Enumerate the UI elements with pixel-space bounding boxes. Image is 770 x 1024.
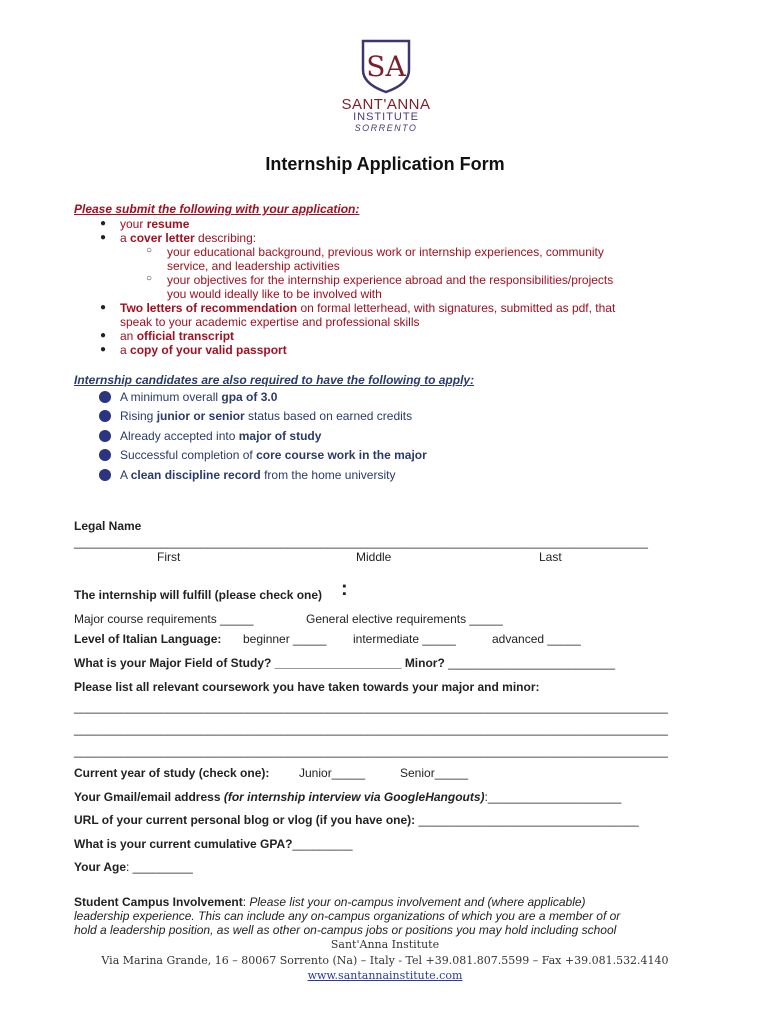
circle-bullet-icon: ○: [146, 245, 153, 256]
italian-intermediate-option[interactable]: intermediate _____: [353, 632, 456, 646]
svg-text:SA: SA: [366, 50, 406, 83]
fulfill-label: The internship will fulfill (please check one): [74, 588, 323, 602]
bullet-icon: ●: [100, 330, 107, 341]
bullet-icon: ●: [100, 232, 107, 243]
page-title: Internship Application Form: [265, 154, 505, 174]
major-field[interactable]: What is your Major Field of Study? ___________________ Minor? _________________________: [74, 656, 615, 670]
senior-option[interactable]: Senior_____: [400, 766, 469, 780]
age-field[interactable]: Your Age: _________: [74, 860, 193, 874]
coursework-line-2[interactable]: _________________________________________________________________________________________: [74, 722, 668, 736]
submit-item-resume: your resume: [120, 217, 190, 231]
footer-address: Via Marina Grande, 16 – 80067 Sorrento (Na) – Italy - Tel +39.081.807.5599 – Fax +39.081.532.4140: [101, 954, 669, 967]
submit-heading: Please submit the following with your application:: [74, 202, 360, 216]
italian-level-label: Level of Italian Language:: [74, 632, 222, 646]
footer-institute-name: Sant'Anna Institute: [330, 938, 440, 951]
submit-item-cover-letter: a cover letter describing:: [120, 231, 257, 245]
requirement-gpa: A minimum overall gpa of 3.0: [120, 390, 278, 404]
last-name-caption: Last: [539, 550, 562, 564]
major-requirements-option[interactable]: Major course requirements _____: [74, 612, 254, 626]
bullet-dot-icon: [99, 469, 111, 481]
campus-involvement-text: Student Campus Involvement: Please list your on-campus involvement and (where applicable) leadership experience. This can include any on-campus organizations of which you are a member of or hold a leadership position, as well as other on-campus jobs or positions you may hold including school: [74, 895, 621, 937]
coursework-line-3[interactable]: _________________________________________________________________________________________: [74, 744, 668, 758]
bullet-dot-icon: [99, 391, 111, 403]
institute-city: SORRENTO: [354, 123, 418, 133]
legal-name-field[interactable]: ______________________________________________________________________________________: [74, 535, 648, 549]
footer-website-link[interactable]: www.santannainstitute.com: [307, 969, 463, 982]
submit-item-passport: a copy of your valid passport: [120, 343, 287, 357]
requirement-coursework: Successful completion of core course work in the major: [120, 448, 427, 462]
middle-name-caption: Middle: [356, 550, 392, 564]
requirement-major: Already accepted into major of study: [120, 429, 322, 443]
institute-subtitle: INSTITUTE: [353, 111, 419, 123]
junior-option[interactable]: Junior_____: [299, 766, 366, 780]
circle-bullet-icon: ○: [146, 273, 153, 284]
institute-logo: [336, 38, 436, 138]
bullet-dot-icon: [99, 449, 111, 461]
blog-url-field[interactable]: URL of your current personal blog or vlog (if you have one): _________________________________: [74, 813, 639, 827]
first-name-caption: First: [157, 550, 181, 564]
bullet-dot-icon: [99, 410, 111, 422]
shield-icon: [360, 38, 412, 94]
cover-letter-point-1: your educational background, previous work or internship experiences, community service, and leadership activities: [167, 245, 604, 273]
institute-name: SANT'ANNA: [341, 96, 431, 113]
requirement-standing: Rising junior or senior status based on earned credits: [120, 409, 413, 423]
italian-advanced-option[interactable]: advanced _____: [492, 632, 581, 646]
requirement-discipline: A clean discipline record from the home university: [120, 468, 396, 482]
fulfill-colon: :: [341, 578, 348, 600]
email-field[interactable]: Your Gmail/email address (for internship interview via GoogleHangouts):____________________: [74, 790, 622, 804]
gpa-field[interactable]: What is your current cumulative GPA?_________: [74, 837, 353, 851]
italian-beginner-option[interactable]: beginner _____: [243, 632, 327, 646]
bullet-dot-icon: [99, 430, 111, 442]
general-elective-option[interactable]: General elective requirements _____: [306, 612, 503, 626]
coursework-label: Please list all relevant coursework you have taken towards your major and minor:: [74, 680, 540, 694]
requirements-heading: Internship candidates are also required to have the following to apply:: [74, 373, 475, 387]
bullet-icon: ●: [100, 302, 107, 313]
bullet-icon: ●: [100, 344, 107, 355]
submit-item-recommendations: Two letters of recommendation on formal letterhead, with signatures, submitted as pdf, that speak to your academic expertise and professional skills: [120, 301, 616, 329]
coursework-line-1[interactable]: _________________________________________________________________________________________: [74, 700, 668, 714]
year-of-study-label: Current year of study (check one):: [74, 766, 270, 780]
bullet-icon: ●: [100, 218, 107, 229]
submit-item-transcript: an official transcript: [120, 329, 235, 343]
cover-letter-point-2: your objectives for the internship experience abroad and the responsibilities/projects you would ideally like to be involved with: [167, 273, 614, 301]
legal-name-label: Legal Name: [74, 519, 142, 533]
